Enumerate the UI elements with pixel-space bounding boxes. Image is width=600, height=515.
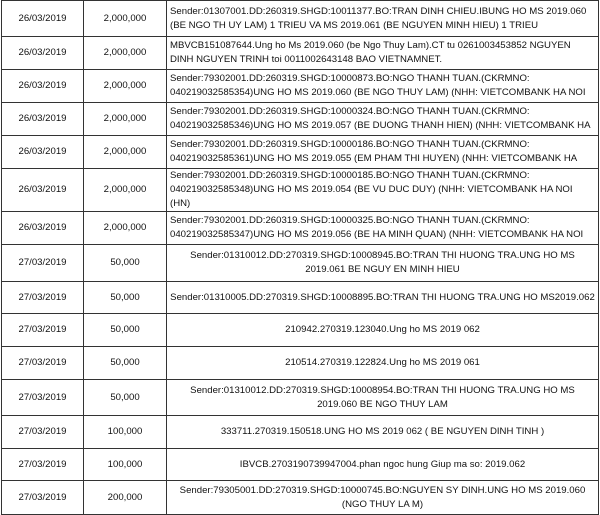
description-cell: Sender:79302001.DD:260319.SHGD:10000186.BO:NGO THANH TUAN.(CKRMNO: 040219032585361)UNG HO MS 2019.055 (EM PHAM THI HUYEN) (NHH: VIETCOMBANK HA [167, 136, 599, 169]
amount-cell: 50,000 [84, 245, 167, 282]
description-cell: Sender:79302001.DD:260319.SHGD:10000185.BO:NGO THANH TUAN.(CKRMNO: 040219032585348)UNG HO MS 2019.054 (BE VU DUC DUY) (NHH: VIETCOMBANK HA NOI (HN) [167, 169, 599, 212]
amount-cell: 2,000,000 [84, 212, 167, 245]
table-row [2, 70, 599, 103]
date-cell: 26/03/2019 [2, 103, 84, 136]
amount-cell: 50,000 [84, 314, 167, 347]
description-cell: Sender:79305001.DD:270319.SHGD:10000745.BO:NGUYEN SY DINH.UNG HO MS 2019.060 (NGO THUY LA M) [167, 481, 599, 515]
table-row [2, 245, 599, 282]
date-cell: 27/03/2019 [2, 245, 84, 282]
date-cell: 27/03/2019 [2, 347, 84, 380]
amount-cell: 2,000,000 [84, 169, 167, 212]
amount-cell: 50,000 [84, 282, 167, 314]
table-row [2, 449, 599, 481]
table-row [2, 314, 599, 347]
date-cell: 26/03/2019 [2, 70, 84, 103]
amount-cell: 2,000,000 [84, 136, 167, 169]
date-cell: 27/03/2019 [2, 282, 84, 314]
amount-cell: 2,000,000 [84, 70, 167, 103]
amount-cell: 50,000 [84, 380, 167, 416]
amount-cell: 100,000 [84, 416, 167, 449]
date-cell: 27/03/2019 [2, 481, 84, 515]
amount-cell: 100,000 [84, 449, 167, 481]
table-row [2, 1, 599, 37]
description-cell: Sender:01310012.DD:270319.SHGD:10008945.BO:TRAN THI HUONG TRA.UNG HO MS 2019.061 BE NGUY EN MINH HIEU [167, 245, 599, 282]
donation-table [1, 0, 599, 515]
description-cell: Sender:79302001.DD:260319.SHGD:10000873.BO:NGO THANH TUAN.(CKRMNO: 040219032585354)UNG HO MS 2019.060 (BE NGO THUY LAM) (NHH: VIETCOMBANK HA NOI [167, 70, 599, 103]
amount-cell: 200,000 [84, 481, 167, 515]
amount-cell: 2,000,000 [84, 37, 167, 70]
date-cell: 26/03/2019 [2, 1, 84, 37]
description-cell: Sender:01310012.DD:270319.SHGD:10008954.BO:TRAN THI HUONG TRA.UNG HO MS 2019.060 BE NGO THUY LAM [167, 380, 599, 416]
description-cell: Sender:79302001.DD:260319.SHGD:10000324.BO:NGO THANH TUAN.(CKRMNO: 040219032585346)UNG HO MS 2019.057 (BE DUONG THANH HIEN) (NHH: VIETCOMBANK HA [167, 103, 599, 136]
date-cell: 27/03/2019 [2, 449, 84, 481]
amount-cell: 2,000,000 [84, 103, 167, 136]
date-cell: 26/03/2019 [2, 212, 84, 245]
date-cell: 27/03/2019 [2, 380, 84, 416]
description-cell: IBVCB.2703190739947004.phan ngoc hung Giup ma so: 2019.062 [167, 449, 599, 481]
table-row [2, 282, 599, 314]
table-row [2, 212, 599, 245]
description-cell: Sender:79302001.DD:260319.SHGD:10000325.BO:NGO THANH TUAN.(CKRMNO: 040219032585347)UNG HO MS 2019.056 (BE HA MINH QUAN) (NHH: VIETCOMBANK HA NOI [167, 212, 599, 245]
amount-cell: 50,000 [84, 347, 167, 380]
date-cell: 27/03/2019 [2, 416, 84, 449]
table-body [2, 1, 599, 515]
table-row [2, 136, 599, 169]
description-cell: Sender:01307001.DD:260319.SHGD:10011377.BO:TRAN DINH CHIEU.IBUNG HO MS 2019.060 (BE NGO TH UY LAM) 1 TRIEU VA MS 2019.061 (BE NGUYEN MINH HIEU) 1 TRIEU [167, 1, 599, 37]
amount-cell: 2,000,000 [84, 1, 167, 37]
table-row [2, 103, 599, 136]
table-row [2, 380, 599, 416]
description-cell: Sender:01310005.DD:270319.SHGD:10008895.BO:TRAN THI HUONG TRA.UNG HO MS2019.062 [167, 282, 599, 314]
description-cell: 210514.270319.122824.Ung ho MS 2019 061 [167, 347, 599, 380]
table-row [2, 37, 599, 70]
table-row [2, 481, 599, 515]
description-cell: MBVCB151087644.Ung ho Ms 2019.060 (be Ngo Thuy Lam).CT tu 0261003453852 NGUYEN DINH NGUYEN TRINH toi 0011002643148 BAO VIETNAMNET. [167, 37, 599, 70]
table-row [2, 169, 599, 212]
table-row [2, 416, 599, 449]
date-cell: 27/03/2019 [2, 314, 84, 347]
description-cell: 210942.270319.123040.Ung ho MS 2019 062 [167, 314, 599, 347]
date-cell: 26/03/2019 [2, 37, 84, 70]
description-cell: 333711.270319.150518.UNG HO MS 2019 062 ( BE NGUYEN DINH TINH ) [167, 416, 599, 449]
date-cell: 26/03/2019 [2, 136, 84, 169]
table-row [2, 347, 599, 380]
date-cell: 26/03/2019 [2, 169, 84, 212]
